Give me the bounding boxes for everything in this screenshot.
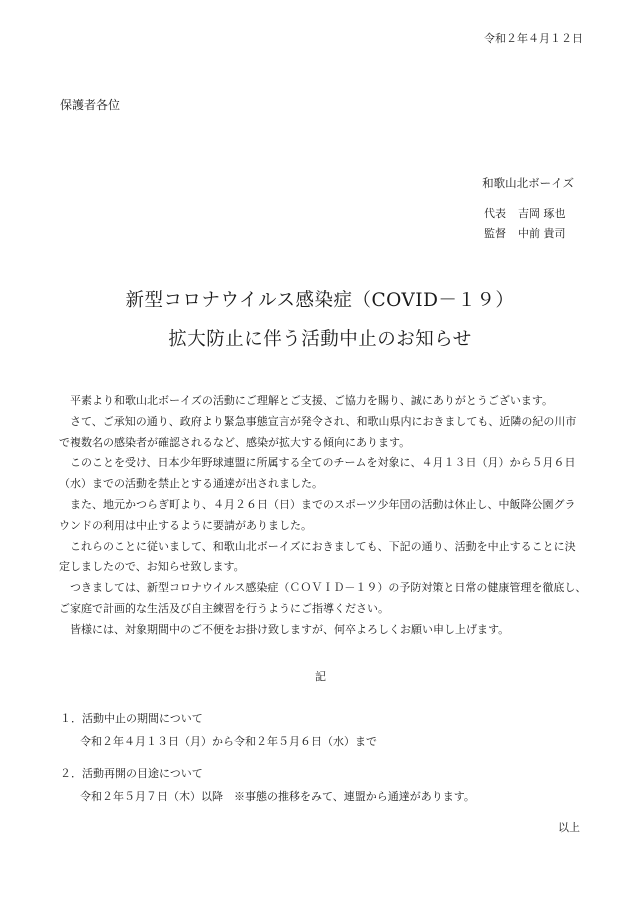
body-line: これらのことに従いまして、和歌山北ボーイズにおきましても、下記の通り、活動を中止することに決 — [59, 539, 576, 553]
ki-marker: 記 — [315, 670, 326, 683]
document-date: 令和２年４月１２日 — [484, 32, 583, 45]
body-line: 定しましたので、お知らせ致します。 — [59, 560, 245, 574]
closing-mark: 以上 — [558, 821, 580, 834]
signer-representative — [484, 205, 566, 221]
item-detail-suspension-period: 令和２年４月１３日（月）から令和２年５月６日（水）まで — [80, 735, 377, 748]
body-line: さて、ご承知の通り、政府より緊急事態宣言が発令され、和歌山県内におきましても、近隣の紀の川市 — [59, 414, 577, 428]
body-line: 平素より和歌山北ボーイズの活動にご理解とご支援、ご協力を賜り、誠にありがとうございます。 — [59, 394, 554, 407]
recipient-line: 保護者各位 — [60, 98, 121, 112]
item-detail-resumption: 令和２年５月７日（木）以降 ※事態の推移をみて、連盟から通達があります。 — [80, 790, 475, 803]
document-title-line2: 拡大防止に伴う活動中止のお知らせ — [168, 329, 472, 350]
body-paragraphs — [59, 391, 587, 641]
body-line: （水）までの活動を禁止とする通達が出されました。 — [59, 477, 323, 491]
body-line: 皆様には、対象期間中のご不便をお掛け致しますが、何卒よろしくお願い申し上げます。 — [59, 622, 510, 636]
organization-name: 和歌山北ボーイズ — [482, 176, 574, 190]
body-line: ご家庭で計画的な生活及び自主練習を行うようにご指導ください。 — [59, 601, 389, 615]
signer-name: 中前 貴司 — [518, 227, 566, 240]
item-heading-suspension-period: １．活動中止の期間について — [60, 712, 203, 725]
body-line: また、地元かつらぎ町より、４月２６日（日）までのスポーツ少年団の活動は休止し、中飯降公園グラ — [59, 497, 576, 511]
body-line: で複数名の感染者が確認されるなど、感染が拡大する傾向にあります。 — [59, 435, 411, 449]
item-heading-resumption: ２．活動再開の目途について — [60, 767, 203, 780]
body-line: つきましては、新型コロナウイルス感染症（ＣＯＶＩＤ－１９）の予防対策と日常の健康管理を徹底し、 — [59, 581, 587, 595]
body-line: ウンドの利用は中止するように要請がありました。 — [59, 518, 312, 532]
signer-name: 吉岡 琢也 — [518, 207, 566, 220]
signer-role: 監督 — [484, 227, 506, 240]
signer-manager — [484, 225, 566, 241]
body-line: このことを受け、日本少年野球連盟に所属する全てのチームを対象に、４月１３日（月）から５月６日 — [59, 456, 576, 470]
document-title-line1: 新型コロナウイルス感染症（COVID－１９） — [125, 290, 515, 311]
signer-role: 代表 — [484, 207, 506, 220]
